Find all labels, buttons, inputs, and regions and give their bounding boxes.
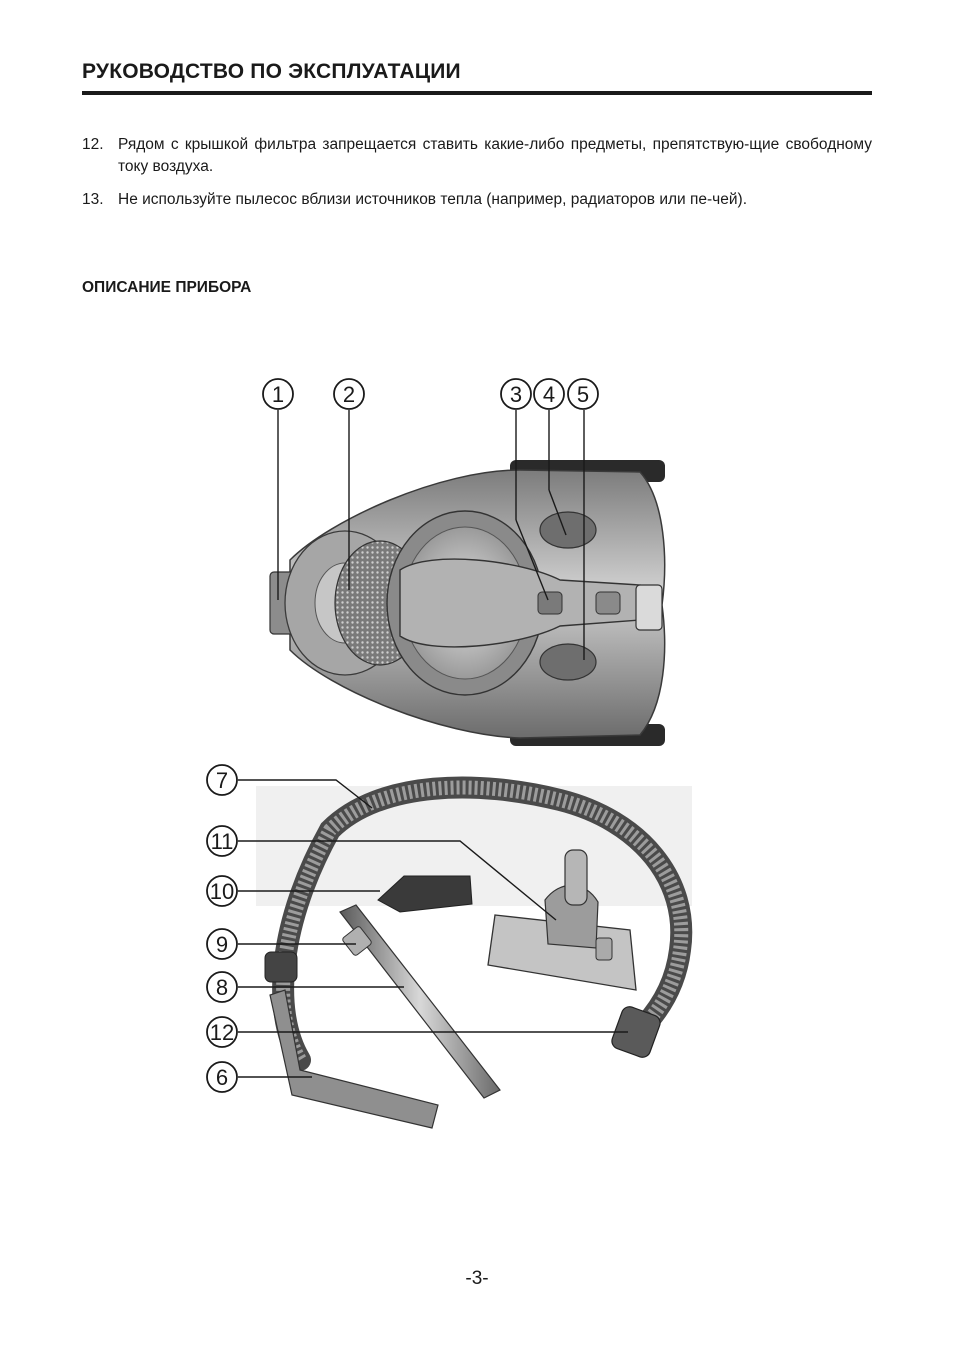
list-item-number: 13. bbox=[82, 191, 104, 208]
callout-label: 1 bbox=[271, 382, 285, 407]
callout-label: 10 bbox=[209, 879, 235, 904]
list-item-number: 12. bbox=[82, 136, 104, 153]
callout-11 bbox=[207, 826, 237, 856]
callout-4 bbox=[534, 379, 564, 409]
callout-label: 9 bbox=[215, 932, 229, 957]
vacuum-body bbox=[270, 460, 665, 746]
list-item-text: Рядом с крышкой фильтра запрещается ставить какие-либо предметы, препятствую-щие свободному току воздуха. bbox=[118, 136, 872, 175]
callout-label: 8 bbox=[215, 975, 229, 1000]
callout-5 bbox=[568, 379, 598, 409]
accessories bbox=[256, 786, 692, 1128]
section-title: ОПИСАНИЕ ПРИБОРА bbox=[82, 279, 252, 296]
callout-9 bbox=[207, 929, 237, 959]
callout-label: 5 bbox=[576, 382, 590, 407]
callout-label: 3 bbox=[509, 382, 523, 407]
page-header-title: РУКОВОДСТВО ПО ЭКСПЛУАТАЦИИ bbox=[82, 60, 461, 83]
page-number: -3- bbox=[465, 1268, 489, 1289]
callout-2 bbox=[334, 379, 364, 409]
callout-label: 6 bbox=[215, 1065, 229, 1090]
callout-3 bbox=[501, 379, 531, 409]
callout-12 bbox=[207, 1017, 237, 1047]
callout-label: 4 bbox=[542, 382, 556, 407]
callout-7 bbox=[207, 765, 237, 795]
callout-1 bbox=[263, 379, 293, 409]
callout-8 bbox=[207, 972, 237, 1002]
list-item-text: Не используйте пылесос вблизи источников тепла (например, радиаторов или пе-чей). bbox=[118, 191, 747, 208]
callout-10 bbox=[207, 876, 237, 906]
callout-6 bbox=[207, 1062, 237, 1092]
callout-label: 12 bbox=[209, 1020, 235, 1045]
callout-label: 11 bbox=[210, 829, 234, 854]
callout-label: 2 bbox=[342, 382, 356, 407]
callout-label: 7 bbox=[215, 768, 229, 793]
